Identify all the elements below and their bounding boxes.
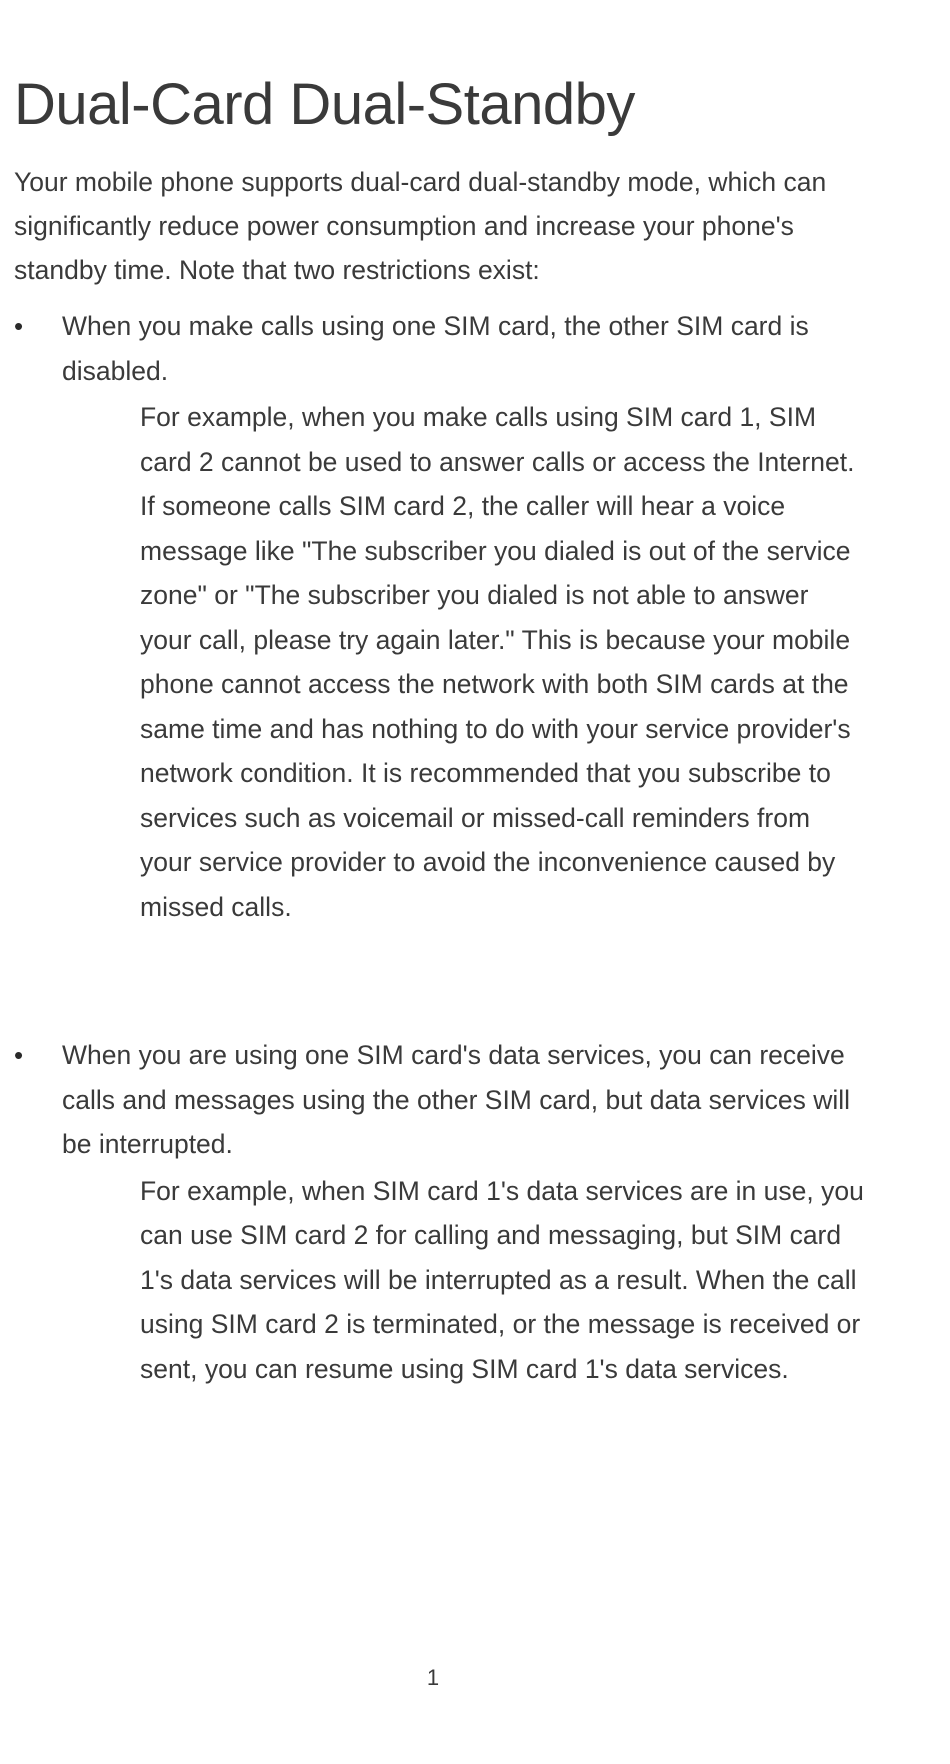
- page-number: 1: [426, 1665, 440, 1690]
- intro-paragraph: Your mobile phone supports dual-card dual-standby mode, which can significantly reduce power consumption and increase your phone's standby time. Note that two restrictions exist:: [14, 167, 827, 285]
- bullet-icon: •: [14, 1040, 24, 1070]
- restriction-item: [14, 304, 859, 929]
- restriction-text: When you are using one SIM card's data services, you can receive calls and messages using the other SIM card, but data services will be interrupted.: [62, 1040, 851, 1159]
- restriction-example: For example, when you make calls using SIM card 1, SIM card 2 cannot be used to answer calls or access the Internet. If someone calls SIM card 2, the caller will hear a voice message like "The subscriber you dialed is out of the service zone" or "The subscriber you dialed is not able to answer your call, please try again later." This is because your mobile phone cannot access the network with both SIM cards at the same time and has nothing to do with your service provider's network condition. It is recommended that you subscribe to services such as voicemail or missed-call reminders from your service provider to avoid the inconvenience caused by missed calls.: [140, 402, 855, 922]
- page-title: Dual-Card Dual-Standby: [14, 72, 635, 137]
- restriction-item: [14, 1033, 864, 1391]
- restriction-example: For example, when SIM card 1's data services are in use, you can use SIM card 2 for calling and messaging, but SIM card 1's data services will be interrupted as a result. When the call using SIM card 2 is terminated, or the message is received or sent, you can resume using SIM card 1's data services.: [140, 1175, 864, 1384]
- restriction-text: When you make calls using one SIM card, the other SIM card is disabled.: [62, 311, 809, 386]
- bullet-icon: •: [14, 311, 24, 341]
